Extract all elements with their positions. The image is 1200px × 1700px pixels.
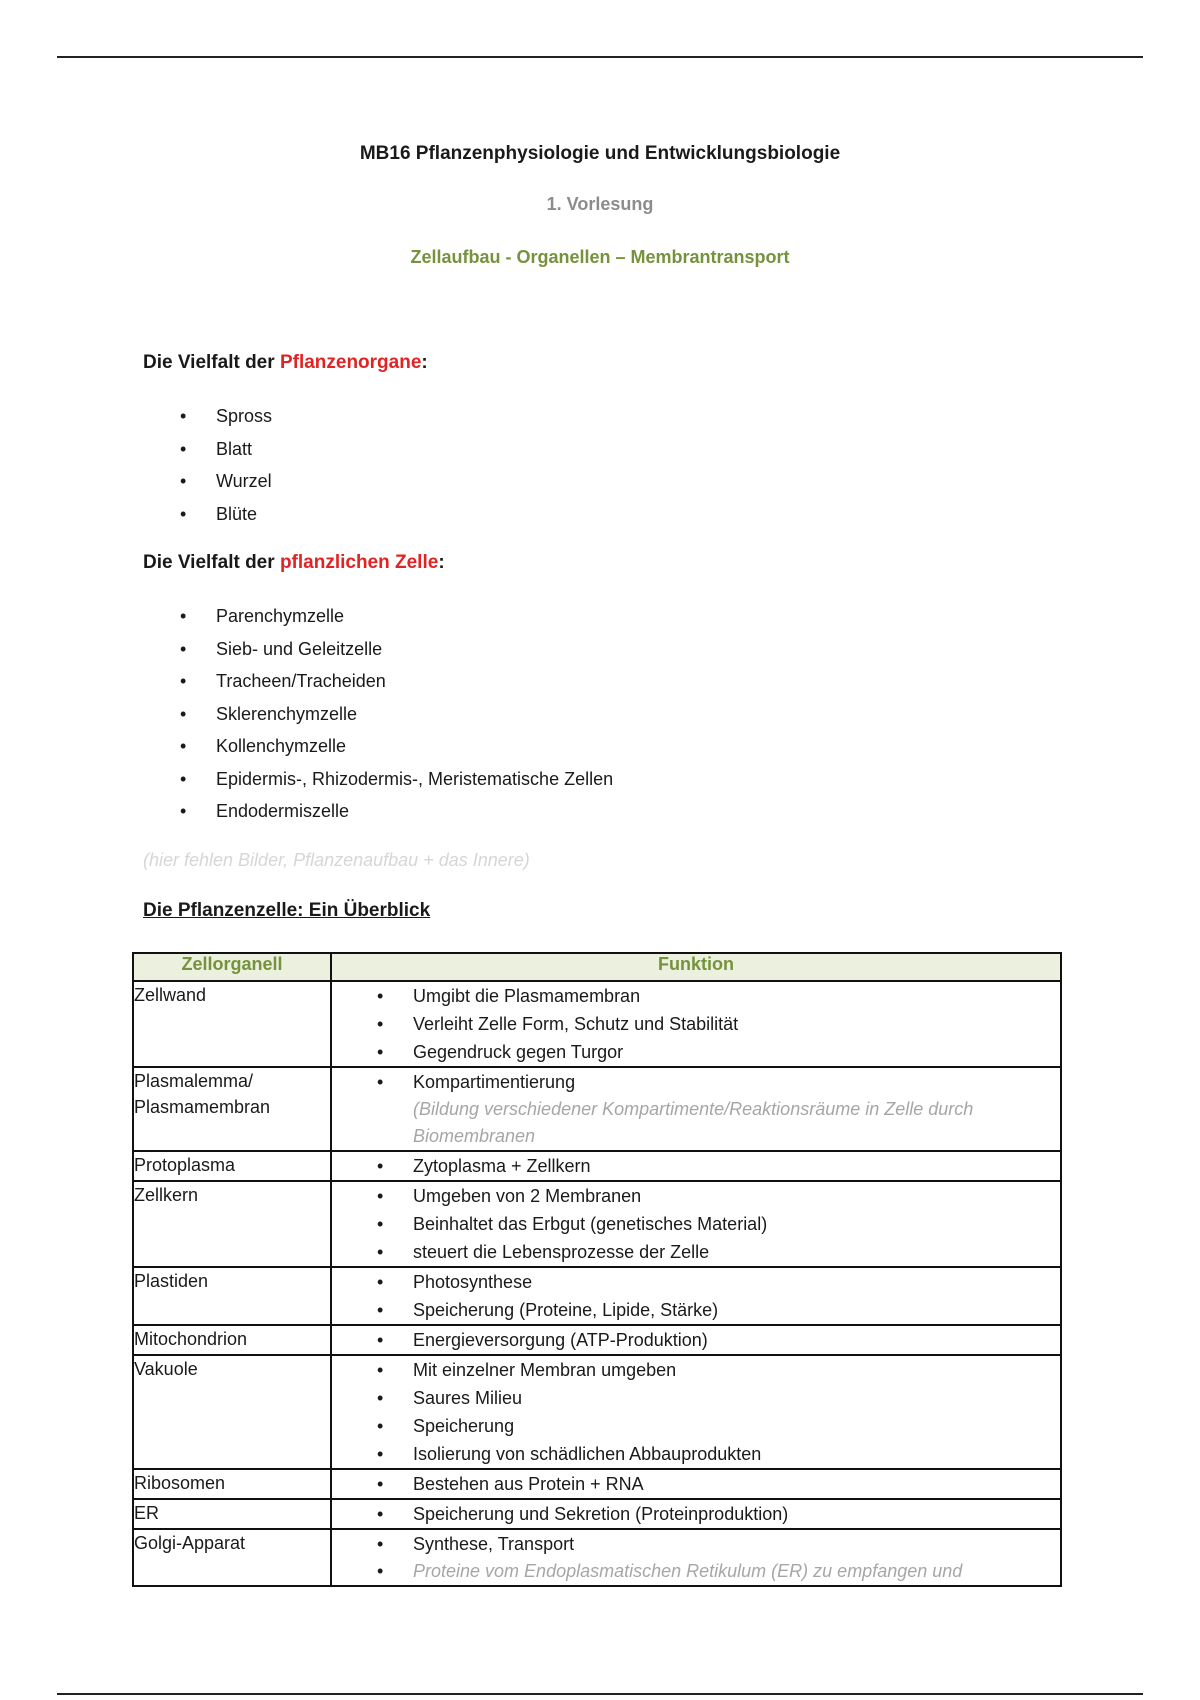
function-item: • Verleiht Zelle Form, Schutz und Stabilität [332,1010,1060,1038]
organelle-name: ER [133,1499,331,1529]
cell-type-list-item: • Sieb- und Geleitzelle [180,633,613,666]
table-row [133,1529,1061,1586]
organelle-name: Protoplasma [133,1151,331,1181]
function-item: • Bestehen aus Protein + RNA [332,1470,1060,1498]
cells-heading-highlight: pflanzlichen Zelle [279,552,439,573]
organelle-name: Vakuole [133,1355,331,1469]
function-item: • steuert die Lebensprozesse der Zelle [332,1238,1060,1266]
organelle-functions [331,1325,1061,1355]
function-item: • Kompartimentierung [332,1068,1060,1096]
organelle-functions [331,1151,1061,1181]
organs-heading [143,352,428,374]
organelle-name: Zellkern [133,1181,331,1267]
cell-type-list-item: • Parenchymzelle [180,600,613,633]
organelle-functions [331,1529,1061,1586]
organelle-name: Plastiden [133,1267,331,1325]
function-item: • Beinhaltet das Erbgut (genetisches Material) [332,1210,1060,1238]
organs-heading-prefix: Die Vielfalt der [143,352,280,373]
function-item-faded: • Proteine vom Endoplasmatischen Retikulum (ER) zu empfangen und [332,1558,1060,1585]
function-item: • Speicherung (Proteine, Lipide, Stärke) [332,1296,1060,1324]
organs-heading-suffix: : [421,352,428,373]
organ-list-item: • Blüte [180,498,272,531]
missing-images-note: (hier fehlen Bilder, Pflanzenaufbau + das Innere) [143,850,530,870]
cells-heading [143,552,445,574]
overview-heading: Die Pflanzenzelle: Ein Überblick [143,900,431,921]
function-item: • Speicherung [332,1412,1060,1440]
function-item: • Speicherung und Sekretion (Proteinproduktion) [332,1500,1060,1528]
cell-type-list-item: • Endodermiszelle [180,795,613,828]
organelle-functions [331,1067,1061,1151]
organelle-functions [331,1355,1061,1469]
function-item: • Gegendruck gegen Turgor [332,1038,1060,1066]
cell-type-list-item: • Tracheen/Tracheiden [180,665,613,698]
function-item: • Energieversorgung (ATP-Produktion) [332,1326,1060,1354]
table-row [133,1151,1061,1181]
organs-heading-highlight: Pflanzenorgane [279,352,422,373]
table-row [133,1325,1061,1355]
cell-type-list-item: • Sklerenchymzelle [180,698,613,731]
organ-list-item: • Wurzel [180,465,272,498]
table-row [133,1499,1061,1529]
function-column-header: Funktion [331,953,1061,981]
organelle-name: Ribosomen [133,1469,331,1499]
table-row [133,1267,1061,1325]
function-item: • Synthese, Transport [332,1530,1060,1558]
organelle-table [132,952,1062,1587]
organelle-name: Golgi-Apparat [133,1529,331,1586]
cells-list [180,600,613,828]
table-row [133,1469,1061,1499]
cell-type-list-item: • Epidermis-, Rhizodermis-, Meristematische Zellen [180,763,613,796]
cells-heading-suffix: : [438,552,445,573]
function-detail: (Bildung verschiedener Kompartimente/Reaktionsräume in Zelle durch Biomembranen [413,1099,974,1146]
table-header-row [133,953,1061,981]
function-item: • Umgeben von 2 Membranen [332,1182,1060,1210]
lecture-number: 1. Vorlesung [546,194,654,214]
top-rule [57,56,1143,58]
organelle-functions [331,1267,1061,1325]
organelle-name: Mitochondrion [133,1325,331,1355]
table-row [133,981,1061,1067]
table-row [133,1067,1061,1151]
organelle-column-header: Zellorganell [133,953,331,981]
organelle-name: Zellwand [133,981,331,1067]
organs-list [180,400,272,530]
bottom-rule [57,1693,1143,1695]
organ-list-item: • Spross [180,400,272,433]
organelle-functions [331,1469,1061,1499]
function-item: • Isolierung von schädlichen Abbauprodukten [332,1440,1060,1468]
organ-list-item: • Blatt [180,433,272,466]
function-item: • Mit einzelner Membran umgeben [332,1356,1060,1384]
cells-heading-prefix: Die Vielfalt der [143,552,280,573]
table-row [133,1181,1061,1267]
organelle-functions [331,1499,1061,1529]
table-row [133,1355,1061,1469]
organelle-functions [331,981,1061,1067]
function-item: • Umgibt die Plasmamembran [332,982,1060,1010]
function-item: • Saures Milieu [332,1384,1060,1412]
organelle-name: Plasmalemma/ Plasmamembran [133,1067,331,1151]
document-title: MB16 Pflanzenphysiologie und Entwicklungsbiologie [359,143,841,164]
cell-type-list-item: • Kollenchymzelle [180,730,613,763]
lecture-topic: Zellaufbau - Organellen – Membrantransport [410,247,790,267]
function-item: • Photosynthese [332,1268,1060,1296]
organelle-functions [331,1181,1061,1267]
function-item: • Zytoplasma + Zellkern [332,1152,1060,1180]
